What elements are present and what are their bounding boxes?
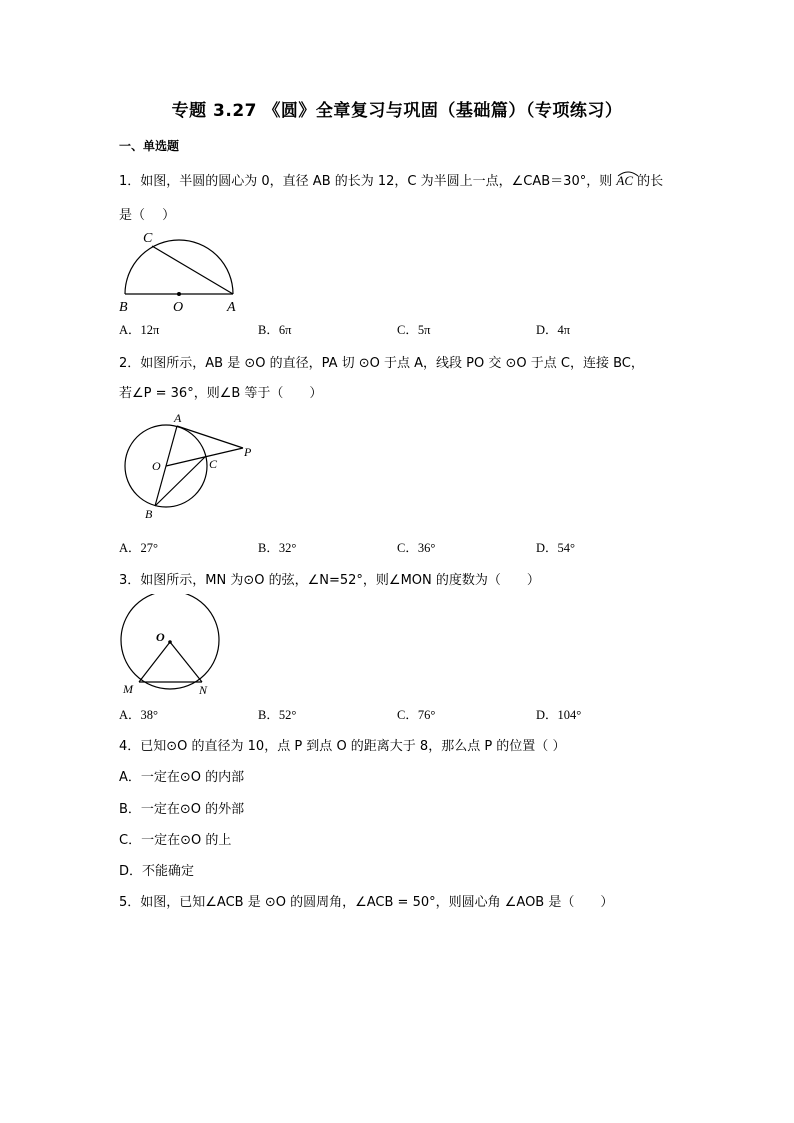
- q4-option-c: C．一定在⊙O 的上: [119, 833, 232, 848]
- label-a: A: [174, 411, 182, 425]
- figure-semicircle: [115, 226, 245, 316]
- q4-option-b: B．一定在⊙O 的外部: [119, 802, 245, 817]
- question-1-line2: 是（ ）: [119, 208, 176, 223]
- label-o: O: [152, 459, 161, 473]
- label-o: O: [156, 630, 165, 644]
- question-4-line1: 4．已知⊙O 的直径为 10，点 P 到点 O 的距离大于 8，那么点 P 的位置（ ）: [119, 739, 566, 754]
- arc-ac-text: AC: [616, 173, 633, 188]
- chord-ca: [152, 246, 233, 294]
- label-n: N: [199, 683, 208, 697]
- q3-option-c: C．76°: [397, 708, 436, 722]
- question-1-text: [119, 170, 663, 189]
- q4-option-a: A．一定在⊙O 的内部: [119, 770, 245, 785]
- center-point: [177, 292, 181, 296]
- label-a: A: [227, 300, 236, 315]
- label-c: C: [209, 457, 218, 471]
- figure-circle-chord: [115, 594, 230, 699]
- label-m: M: [123, 682, 133, 696]
- question-2-line2: 若∠P = 36°，则∠B 等于（ ）: [119, 386, 323, 401]
- question-1-stem: 1．如图，半圆的圆心为 0，直径 AB 的长为 12，C 为半圆上一点，∠CAB＝30°，则: [119, 174, 613, 189]
- q3-option-d: D．104°: [536, 708, 582, 722]
- question-2-line1: 2．如图所示，AB 是 ⊙O 的直径，PA 切 ⊙O 于点 A，线段 PO 交 ⊙O 于点 C，连接 BC，: [119, 356, 644, 371]
- arc-ac-label: [616, 173, 633, 189]
- label-p: P: [244, 445, 252, 459]
- q1-option-a: A．12π: [119, 323, 160, 337]
- q1-option-c: C．5π: [397, 323, 431, 337]
- radius-on: [170, 642, 202, 682]
- page-title: 专题 3.27 《圆》全章复习与巩固（基础篇）（专项练习）: [171, 101, 623, 121]
- q1-option-d: D．4π: [536, 323, 571, 337]
- q2-option-d: D．54°: [536, 541, 576, 555]
- question-1-stem-end: 的长: [637, 174, 664, 189]
- semicircle-arc: [125, 240, 233, 294]
- label-o: O: [173, 300, 184, 315]
- question-5-line1: 5．如图，已知∠ACB 是 ⊙O 的圆周角，∠ACB = 50°，则圆心角 ∠AOB 是（ ）: [119, 895, 614, 910]
- section-heading: 一、单选题: [119, 139, 180, 153]
- segment-bc: [155, 456, 206, 506]
- q2-option-c: C．36°: [397, 541, 436, 555]
- question-3-line1: 3．如图所示，MN 为⊙O 的弦，∠N=52°，则∠MON 的度数为（ ）: [119, 573, 540, 588]
- figure-circle-tangent: [118, 410, 268, 525]
- q2-option-a: A．27°: [119, 541, 159, 555]
- tangent-pa: [177, 426, 243, 448]
- q2-option-b: B．32°: [258, 541, 297, 555]
- label-b: B: [145, 507, 153, 521]
- center-point: [168, 640, 172, 644]
- label-c: C: [143, 231, 153, 246]
- q3-option-b: B．52°: [258, 708, 297, 722]
- label-b: B: [119, 300, 128, 315]
- q3-option-a: A．38°: [119, 708, 159, 722]
- arc-mark-icon: [616, 169, 640, 177]
- q4-option-d: D．不能确定: [119, 864, 195, 879]
- q1-option-b: B．6π: [258, 323, 292, 337]
- radius-om: [139, 642, 170, 682]
